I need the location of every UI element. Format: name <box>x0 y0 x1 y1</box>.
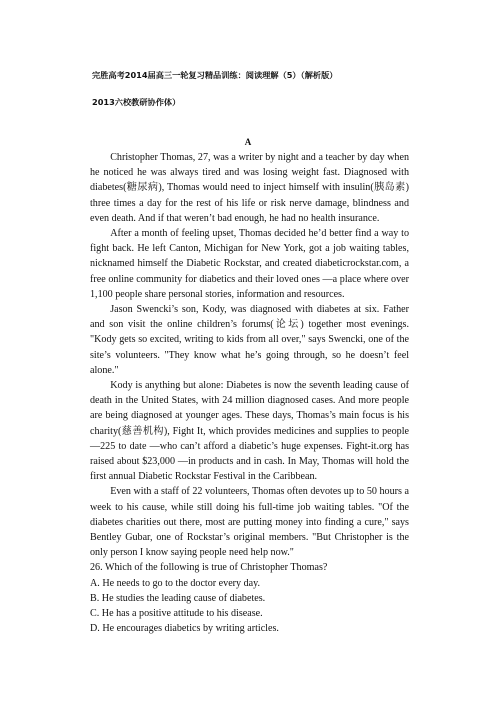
question-option-c: C. He has a positive attitude to his disease. <box>90 608 263 620</box>
paragraph: After a month of feeling upset, Thomas decided he’d better find a way to fight back. He left Canton, Michigan for New York, got a job waiting tables, nicknamed himself the Diabetic Rockstar, and created diabeticrockstar.com, a free online community for diabetics and their loved ones —a place where over 1,100 people share personal stories, information and resources. <box>90 228 409 300</box>
question-option-b: B. He studies the leading cause of diabetes. <box>90 592 266 604</box>
question-stem: 26. Which of the following is true of Christopher Thomas? <box>90 562 328 574</box>
paragraph: Kody is anything but alone: Diabetes is now the seventh leading cause of death in the United States, with 24 million diagnosed cases. And more people are being diagnosed at younger ages. These days, Thomas’s main focus is his charity(慈善机构), Fight It, which provides medicines and supplies to people —225 to date —who can’t afford a diabetic’s huge expenses. Fight-it.org has raised about $23,000 —in products and in cash. In May, Thomas will hold the first annual Diabetic Rockstar Festival in the Caribbean. <box>90 380 409 483</box>
paragraph: Even with a staff of 22 volunteers, Thomas often devotes up to 50 hours a week to his cause, while still doing his full-time job waiting tables. "Of the diabetes charities out there, most are putting money into finding a cure," says Bentley Gubar, one of Rockstar’s original members. "But Christopher is the only person I know saying people need help now." <box>90 486 409 559</box>
paragraph: Jason Swencki’s son, Kody, was diagnosed with diabetes at six. Father and son visit the online children’s forums(论坛) together most evenings. "Kody gets so excited, writing to kids from all over," says Swencki, one of the site’s volunteers. "They know what he’s going through, so he doesn’t feel alone." <box>90 304 409 376</box>
passage-body <box>90 150 409 637</box>
paragraph: Christopher Thomas, 27, was a writer by night and a teacher by day when he noticed he was always tired and was losing weight fast. Diagnosed with diabetes(糖尿病), Thomas would need to inject himself with insulin(胰岛素) three times a day for the rest of his life or risk nerve damage, blindness and even death. And if that weren’t bad enough, he had no health insurance. <box>90 152 409 224</box>
section-label: A <box>244 137 252 147</box>
document-subtitle: 2013六校教研协作体） <box>92 97 181 107</box>
question-option-a: A. He needs to go to the doctor every day. <box>90 577 261 589</box>
question-option-d: D. He encourages diabetics by writing articles. <box>90 623 279 635</box>
document-title: 完胜高考2014届高三一轮复习精品训练：阅读理解（5）（解析版） <box>92 70 338 80</box>
